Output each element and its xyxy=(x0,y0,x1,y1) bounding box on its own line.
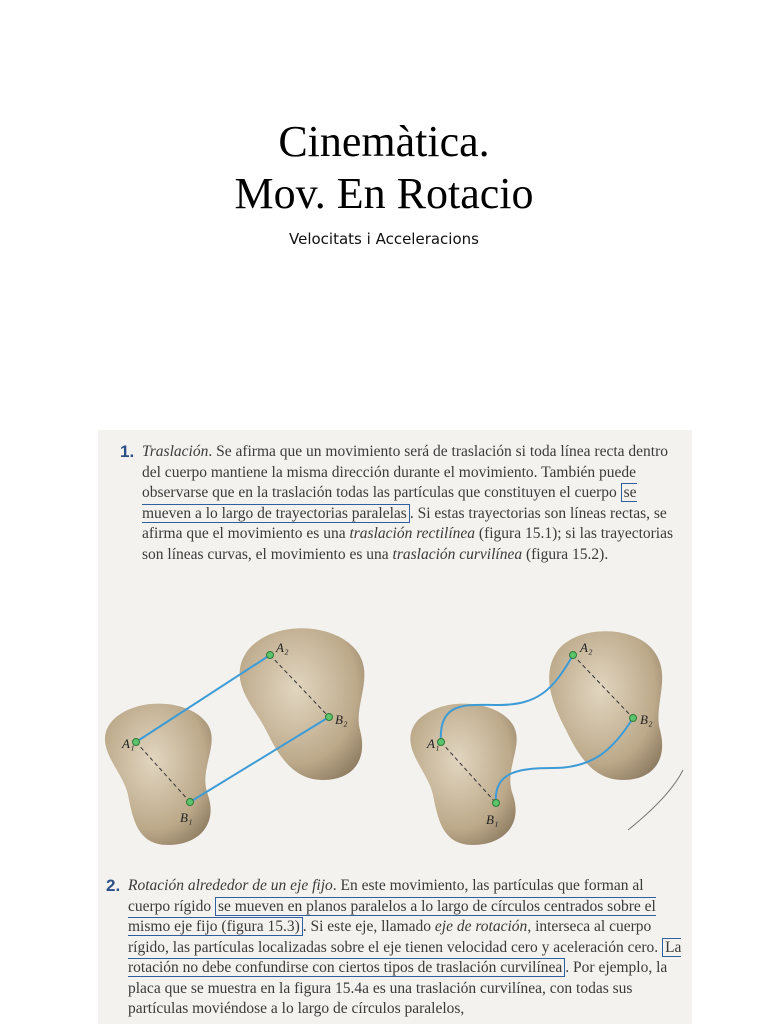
point-a2-right xyxy=(570,652,577,659)
label-a2: A₂ xyxy=(276,640,289,655)
page-subtitle: Velocitats i Acceleracions xyxy=(289,230,479,248)
item2-paragraph xyxy=(128,876,688,1020)
label-b1: B₁ xyxy=(180,810,193,825)
item2-text-d: . Por ejemplo, la placa que se muestra en la figura 15.4a es una traslación curvilínea, con todas sus partículas moviéndose a lo largo de círculos paralelos, xyxy=(128,959,668,1017)
figure-curvilinear-translation xyxy=(410,631,683,845)
item1-term2: traslación rectilínea xyxy=(349,525,476,542)
point-b2 xyxy=(326,714,333,721)
item1-text-a: . Se afirma que un movimiento será de traslación si toda línea recta dentro del cuerpo mantiene la misma dirección durante el movimiento. También puede observarse que en la traslación todas las partículas que constituyen el cuerpo xyxy=(142,443,668,501)
rigid-body-lower-left xyxy=(105,704,212,845)
item1-number: 1. xyxy=(120,442,135,461)
item2-text-a: . En este movimiento, las partículas que forman al cuerpo rígido xyxy=(128,877,644,915)
label-b2-right: B₂ xyxy=(640,712,653,727)
rigid-body-upper-right xyxy=(549,631,662,780)
item2-number: 2. xyxy=(106,876,121,895)
rigid-body-upper-left xyxy=(240,628,365,780)
label-a2-right: A₂ xyxy=(580,640,593,655)
item1-text-d: (figura 15.2). xyxy=(522,545,609,563)
item2-term: Rotación alrededor de un eje fijo xyxy=(128,877,333,894)
rigid-body-lower-right xyxy=(410,704,516,845)
page-title-line1: Cinemàtica. xyxy=(278,117,490,166)
item1-text-c: (figura 15.1); si las trayectorias son líneas curvas, el movimiento es una xyxy=(142,525,674,563)
item2-text-b: . Si este eje, llamado xyxy=(302,918,435,935)
point-b2-right xyxy=(630,715,637,722)
item1-highlight: se mueven a lo largo de trayectorias paralelas xyxy=(142,484,637,522)
item1-text-b: . Si estas trayectorias son líneas rectas, se afirma que el movimiento es una xyxy=(142,504,667,542)
item1-term3: traslación curvilínea xyxy=(392,545,523,563)
translation-figures xyxy=(98,620,692,860)
item2-text-c: , interseca al cuerpo rígido, las partículas localizadas sobre el eje tienen velocidad cero y aceleración cero. xyxy=(128,918,659,956)
item2-term2: eje de rotación xyxy=(434,918,528,935)
scanned-textbook-image xyxy=(98,430,692,1024)
item2-highlight2: La rotación no debe confundirse con ciertos tipos de traslación curvilínea xyxy=(128,938,682,976)
point-a2 xyxy=(267,652,274,659)
point-b1 xyxy=(187,799,194,806)
point-b1-right xyxy=(493,800,500,807)
label-a1: A₁ xyxy=(122,736,135,751)
figure-rectilinear-translation xyxy=(105,628,364,845)
label-a1-right: A₁ xyxy=(427,736,440,751)
item1-paragraph xyxy=(142,442,686,565)
label-b2: B₂ xyxy=(335,712,348,727)
pen-stroke-mark xyxy=(628,770,683,830)
label-b1-right: B₁ xyxy=(486,812,499,827)
page-title-line2: Mov. En Rotacio xyxy=(234,169,534,218)
item2-highlight1: se mueven en planos paralelos a lo largo de círculos centrados sobre el mismo eje fijo (figura 15.3) xyxy=(128,897,656,935)
item1-term: Traslación xyxy=(142,443,209,460)
